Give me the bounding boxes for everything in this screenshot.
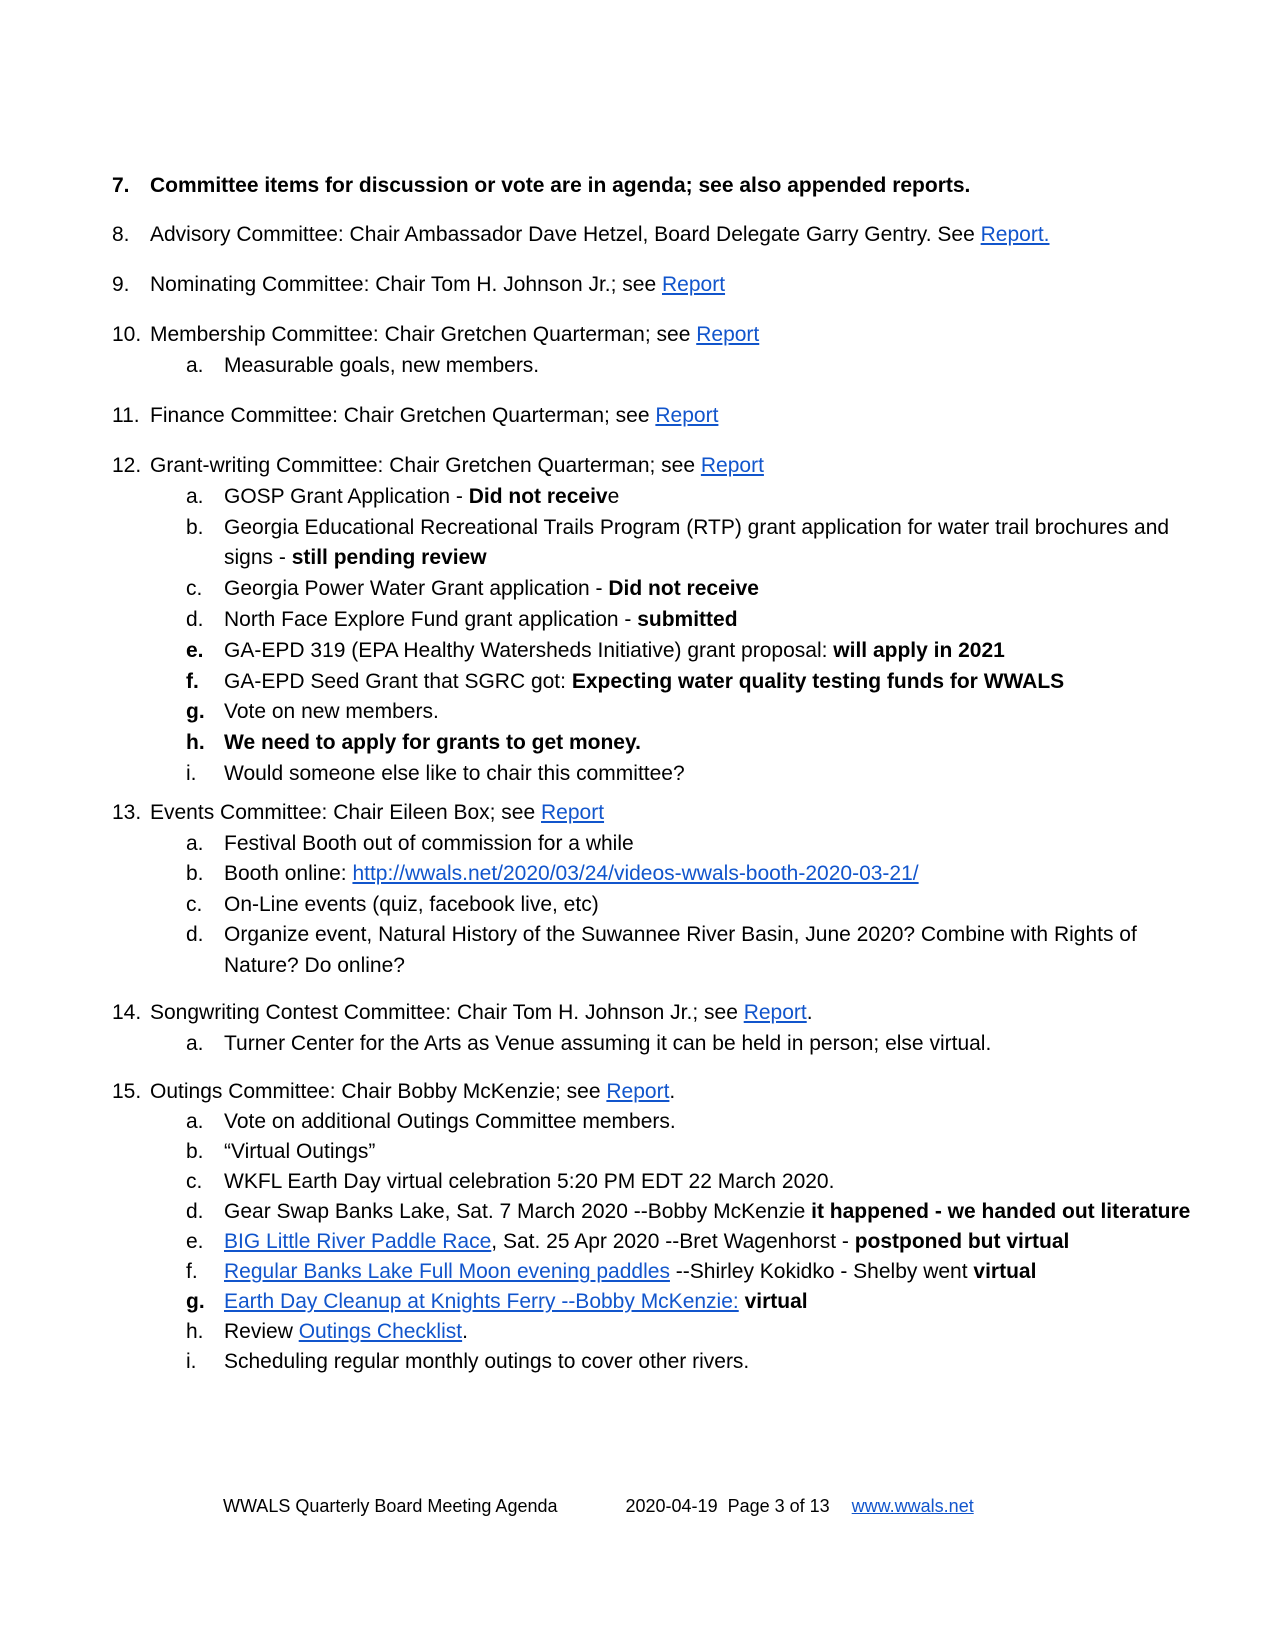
item-number: 7. bbox=[112, 174, 130, 197]
sub-item-text: “Virtual Outings” bbox=[224, 1140, 376, 1163]
sub-item-letter: h. bbox=[186, 1320, 204, 1343]
sub-item-text: Gear Swap Banks Lake, Sat. 7 March 2020 --Bobby McKenzie bbox=[224, 1200, 812, 1223]
sub-item bbox=[112, 1287, 1202, 1317]
sub-item bbox=[112, 859, 1202, 890]
sub-item-text: Booth online: bbox=[224, 862, 353, 885]
agenda-item-10 bbox=[112, 319, 1202, 381]
agenda-item-11 bbox=[112, 400, 1202, 431]
sub-item-text: Measurable goals, new members. bbox=[224, 354, 540, 377]
item-text: Grant-writing Committee: Chair Gretchen Quarterman; see bbox=[150, 454, 701, 477]
sub-item-letter: d. bbox=[186, 607, 204, 631]
sub-item bbox=[112, 1227, 1202, 1257]
sub-item-bold: Expecting water quality testing funds for WWALS bbox=[571, 669, 1065, 693]
sub-item-letter: b. bbox=[186, 862, 204, 885]
sub-item-letter: a. bbox=[186, 484, 204, 508]
item-number: 9. bbox=[112, 273, 130, 296]
sub-item-bold: Did not receive bbox=[608, 577, 759, 601]
sub-item-text: --Shirley Kokidko - Shelby went bbox=[669, 1260, 974, 1283]
item-text: . bbox=[669, 1080, 676, 1103]
sub-item-letter: e. bbox=[186, 1230, 204, 1253]
agenda-item-14 bbox=[112, 997, 1202, 1059]
sub-item-text: On-Line events (quiz, facebook live, etc) bbox=[224, 892, 599, 916]
sub-item bbox=[112, 482, 1202, 513]
sub-item-bold: postponed but virtual bbox=[854, 1230, 1070, 1253]
item-text: Membership Committee: Chair Gretchen Quarterman; see bbox=[150, 323, 697, 346]
footer-title: WWALS Quarterly Board Meeting Agenda bbox=[223, 1496, 558, 1516]
sub-item-text: Georgia Educational Recreational Trails Program (RTP) grant application for water trail brochures and signs - bbox=[224, 515, 1170, 570]
sub-item-text: WKFL Earth Day virtual celebration 5:20 PM EDT 22 March 2020. bbox=[224, 1170, 835, 1193]
sub-item bbox=[112, 574, 1202, 605]
item-text: Finance Committee: Chair Gretchen Quarterman; see bbox=[150, 404, 656, 427]
agenda-item-12 bbox=[112, 451, 1202, 790]
footer-date-page: 2020-04-19 Page 3 of 13 bbox=[625, 1496, 830, 1516]
sub-item bbox=[112, 1107, 1202, 1137]
report-link[interactable]: Report bbox=[606, 1080, 670, 1103]
report-link[interactable]: Report bbox=[743, 1001, 807, 1024]
sub-item bbox=[112, 605, 1202, 636]
page-footer bbox=[223, 1494, 974, 1518]
sub-item-text: GA-EPD Seed Grant that SGRC got: bbox=[224, 669, 572, 693]
report-link[interactable]: Report bbox=[541, 801, 605, 824]
sub-item-letter: c. bbox=[186, 1170, 203, 1193]
item-number: 12. bbox=[112, 454, 142, 477]
sub-item-bold: Did not receiv bbox=[468, 484, 608, 508]
outings-checklist-link[interactable]: Outings Checklist bbox=[298, 1320, 463, 1343]
earth-day-cleanup-link[interactable]: Earth Day Cleanup at Knights Ferry --Bobby McKenzie: bbox=[224, 1290, 739, 1313]
sub-item bbox=[112, 920, 1202, 981]
sub-item-letter: e. bbox=[186, 638, 204, 662]
sub-item-text: North Face Explore Fund grant application - bbox=[224, 607, 638, 631]
sub-item-text: Scheduling regular monthly outings to cover other rivers. bbox=[224, 1350, 750, 1373]
sub-item bbox=[112, 350, 1202, 381]
sub-item-text: , Sat. 25 Apr 2020 --Bret Wagenhorst - bbox=[491, 1230, 855, 1253]
report-link[interactable]: Report bbox=[655, 404, 719, 427]
item-text: . bbox=[806, 1001, 813, 1024]
sub-item-text: e bbox=[607, 484, 620, 508]
sub-item-letter: a. bbox=[186, 1032, 204, 1055]
sub-item-bold: virtual bbox=[738, 1290, 808, 1313]
agenda-item-7 bbox=[112, 170, 1202, 201]
sub-item-letter: i. bbox=[186, 761, 197, 785]
sub-item-bold: We need to apply for grants to get money. bbox=[224, 731, 641, 755]
sub-item-letter: f. bbox=[186, 1260, 198, 1283]
sub-item-letter: a. bbox=[186, 831, 204, 855]
sub-item bbox=[112, 1257, 1202, 1287]
item-number: 13. bbox=[112, 801, 142, 824]
report-link[interactable]: Report bbox=[700, 454, 764, 477]
sub-item-text: Organize event, Natural History of the Suwannee River Basin, June 2020? Combine with Rights of Nature? Do online? bbox=[224, 923, 1137, 977]
sub-item-text: Festival Booth out of commission for a while bbox=[224, 831, 634, 855]
sub-item-text: GA-EPD 319 (EPA Healthy Watersheds Initiative) grant proposal: bbox=[224, 638, 834, 662]
sub-item-letter: f. bbox=[186, 669, 199, 693]
item-number: 15. bbox=[112, 1080, 142, 1103]
sub-item-text: . bbox=[462, 1320, 468, 1343]
sub-item bbox=[112, 667, 1202, 698]
sub-item-letter: b. bbox=[186, 1140, 204, 1163]
item-number: 10. bbox=[112, 323, 142, 346]
sub-item bbox=[112, 728, 1202, 759]
item-number: 11. bbox=[112, 404, 140, 427]
sub-item-bold: virtual bbox=[973, 1260, 1037, 1283]
item-text: Committee items for discussion or vote are in agenda; see also appended reports. bbox=[150, 174, 971, 197]
report-link[interactable]: Report bbox=[662, 273, 726, 296]
item-text: Advisory Committee: Chair Ambassador Dave Hetzel, Board Delegate Garry Gentry. See bbox=[150, 223, 981, 246]
sub-item bbox=[112, 1347, 1202, 1377]
footer-website-link[interactable]: www.wwals.net bbox=[851, 1496, 974, 1516]
sub-item-letter: g. bbox=[186, 1290, 205, 1313]
sub-item-text: GOSP Grant Application - bbox=[224, 484, 469, 508]
sub-item-letter: g. bbox=[186, 700, 205, 724]
sub-item bbox=[112, 890, 1202, 921]
sub-item-text: Georgia Power Water Grant application - bbox=[224, 577, 609, 601]
report-link[interactable]: Report bbox=[696, 323, 760, 346]
sub-item-letter: c. bbox=[186, 892, 203, 916]
sub-item-letter: b. bbox=[186, 515, 204, 539]
item-text: Events Committee: Chair Eileen Box; see bbox=[150, 801, 542, 824]
item-number: 14. bbox=[112, 1001, 142, 1024]
sub-item-text: Review bbox=[224, 1320, 299, 1343]
sub-item-letter: c. bbox=[186, 577, 203, 601]
sub-item bbox=[112, 1137, 1202, 1167]
item-text: Outings Committee: Chair Bobby McKenzie; see bbox=[150, 1080, 607, 1103]
sub-item-letter: d. bbox=[186, 1200, 204, 1223]
sub-item bbox=[112, 697, 1202, 728]
sub-item-letter: i. bbox=[186, 1350, 197, 1373]
sub-item bbox=[112, 1028, 1202, 1059]
sub-item-bold: still pending review bbox=[291, 546, 487, 570]
sub-item-text: Vote on new members. bbox=[224, 700, 439, 724]
agenda-item-8 bbox=[112, 219, 1202, 250]
sub-item bbox=[112, 1197, 1202, 1227]
item-text: Nominating Committee: Chair Tom H. Johnson Jr.; see bbox=[150, 273, 662, 296]
sub-item-text: Turner Center for the Arts as Venue assuming it can be held in person; else virtual. bbox=[224, 1032, 992, 1055]
sub-item bbox=[112, 513, 1202, 575]
item-number: 8. bbox=[112, 223, 130, 246]
agenda-item-15 bbox=[112, 1077, 1202, 1377]
sub-item bbox=[112, 1317, 1202, 1347]
report-link[interactable]: Report. bbox=[980, 223, 1050, 246]
sub-item-bold: will apply in 2021 bbox=[833, 638, 1005, 662]
sub-item bbox=[112, 1167, 1202, 1197]
sub-item-letter: a. bbox=[186, 354, 204, 377]
booth-video-link[interactable]: http://wwals.net/2020/03/24/videos-wwals-booth-2020-03-21/ bbox=[352, 862, 919, 885]
agenda-item-9 bbox=[112, 269, 1202, 300]
sub-item-text: Vote on additional Outings Committee members. bbox=[224, 1110, 676, 1133]
sub-item-bold: submitted bbox=[637, 607, 738, 631]
item-text: Songwriting Contest Committee: Chair Tom H. Johnson Jr.; see bbox=[150, 1001, 744, 1024]
sub-item-letter: h. bbox=[186, 731, 205, 755]
sub-item-bold: it happened - we handed out literature bbox=[811, 1200, 1191, 1223]
sub-item-letter: a. bbox=[186, 1110, 204, 1133]
sub-item bbox=[112, 636, 1202, 667]
sub-item-text: Would someone else like to chair this committee? bbox=[224, 761, 685, 785]
sub-item-letter: d. bbox=[186, 923, 204, 946]
paddle-race-link[interactable]: BIG Little River Paddle Race bbox=[224, 1230, 492, 1253]
full-moon-paddles-link[interactable]: Regular Banks Lake Full Moon evening paddles bbox=[224, 1260, 670, 1283]
sub-item bbox=[112, 759, 1202, 790]
sub-item bbox=[112, 829, 1202, 860]
agenda-item-13 bbox=[112, 798, 1202, 981]
